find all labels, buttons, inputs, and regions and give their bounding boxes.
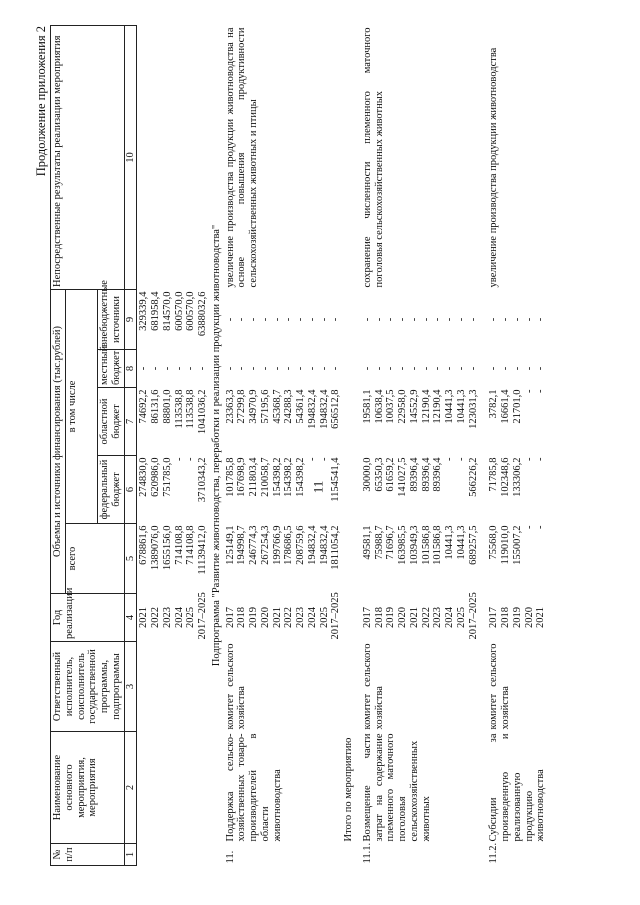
extra-cell: - - - - - [488,317,547,322]
appendix-label: Продолжение приложения 2 [34,26,48,177]
extra-cell: - - - - - - - - - - [224,317,342,322]
header-result: Непосредственные результаты реализации мероприятия [51,25,125,289]
row-number: 11.2. [488,842,500,864]
page-number: 11 [310,480,326,494]
executor-cell: комитет сельского хозяйства [361,643,385,730]
header-year: Год реализации [51,594,125,642]
measure-name: Субсидии за произведенную и реализованную продукцию животноводства [488,733,547,842]
subprogram-title-row [210,25,224,865]
result-cell: увеличение производства продукции животноводства [488,47,500,288]
table-row-11 [224,25,344,865]
federal-cell: 30000,0 65350,3 61659,2 141027,5 89396,4 89396,4 89396,4 - - 566226,2 [361,457,479,497]
measure-name: Поддержка сельско-хозяйственных товаро-производителей в области животноводства [224,733,283,842]
header-extra: внебюджетные источники [98,289,125,349]
local-cell: - - - - - - - - - - [361,366,479,371]
header-including: в том числе [65,289,97,523]
total-cell: 49581,1 75988,7 71696,7 163985,5 103949,3 101586,8 101586,8 10441,3 10441,3 689257,5 [361,525,479,565]
carry-over-row [137,25,210,865]
federal-cell: 274830,0 620986,0 751785,0 - - 3710343,2 [138,457,208,503]
subprogram-title: Подпрограмма "Развитие животноводства, переработки и реализации продукции животноводства" [210,224,222,667]
col-number: 1 [124,844,137,866]
header-name: Наименование основного мероприятия, мероприятия [51,732,125,844]
years-cell: 2017 2018 2019 2020 2021 [488,607,547,628]
local-cell: - - - - - - - - - - [224,366,342,371]
col-number: 5 [124,524,137,594]
header-regional: областной бюджет [98,388,125,456]
total-label-row [343,25,356,865]
regional-cell: 3782,1 16661,4 21701,0 - - [488,389,547,424]
years-cell: 2017 2018 2019 2020 2021 2022 2023 2024 2025 2017–2025 [361,592,479,640]
row-number: 11. [224,850,236,864]
col-number: 7 [124,388,137,456]
header-executor: Ответственный исполнитель, соисполнитель государственной программы, подпрограммы [51,642,125,732]
table-row-11-2 [480,25,548,865]
result-cell: увеличение производства продукции животноводства на основе повышения продуктивности сельскохозяйственных животных и птицы [224,27,259,288]
measure-name: Возмещение части затрат на содержание племенного маточного поголовья сельскохозяйственных животных [361,733,432,842]
rotated-page [36,26,626,866]
federal-cell: 71785,8 102348,6 133306,2 - - [488,457,547,497]
row-number: 11.1. [361,842,373,864]
regional-cell: 19581,1 10638,4 10037,5 22958,0 14552,9 12190,4 12190,4 10441,3 10441,3 123031,3 [361,389,479,429]
extra-cell: 329339,4 681958,4 814570,0 600570,0 600570,0 6388032,6 [138,291,208,337]
header-total: всего [65,524,124,594]
extra-cell: - - - - - - - - - - [361,317,479,322]
table-row-11-1 [356,25,481,865]
header-funding: Объемы и источники финансирования (тыс.рублей) [51,289,66,593]
local-cell: - - - - - [488,366,547,371]
regional-cell: 74692,2 86131,6 88801,0 113538,8 113538,8 1041036,2 [138,389,208,435]
col-number: 9 [124,289,137,349]
total-cell: 75568,0 119010,0 155007,2 - - [488,525,547,565]
years-cell: 2021 2022 2023 2024 2025 2017–2025 [138,592,208,640]
regional-cell: 23363,3 27299,8 34970,9 57195,6 45368,7 24288,3 54361,4 194832,4 194832,4 656512,8 [224,389,342,429]
local-cell: - - - - - - [138,366,208,371]
header-local: местный бюджет [98,350,125,388]
total-cell: 125149,1 194998,7 246774,3 267254,3 199766,9 178686,5 208759,6 194832,4 194832,4 1811054,2 [224,525,342,570]
col-number: 2 [124,732,137,844]
executor-cell: комитет сельского хозяйства [488,643,511,730]
total-cell: 678861,6 1389076,0 1655156,0 714108,8 714108,8 11139412,0 [138,525,208,575]
federal-cell: 101785,8 167698,9 211803,4 210058,7 154398,2 154398,2 154398,2 - - 1154541,4 [224,457,342,502]
header-federal: федеральный бюджет [98,456,125,524]
header-num: № п/п [51,844,125,866]
col-number: 8 [124,350,137,388]
executor-cell: комитет сельского хозяйства [224,643,248,730]
program-table [50,25,548,866]
total-label: Итого по мероприятию [343,737,354,842]
result-cell: сохранение численности племенного маточного поголовья сельскохозяйственных животных [361,27,385,288]
col-number: 10 [124,25,137,289]
column-number-row [124,25,137,865]
col-number: 3 [124,642,137,732]
years-cell: 2017 2018 2019 2020 2021 2022 2023 2024 2025 2017–2025 [224,592,342,640]
col-number: 6 [124,456,137,524]
col-number: 4 [124,594,137,642]
